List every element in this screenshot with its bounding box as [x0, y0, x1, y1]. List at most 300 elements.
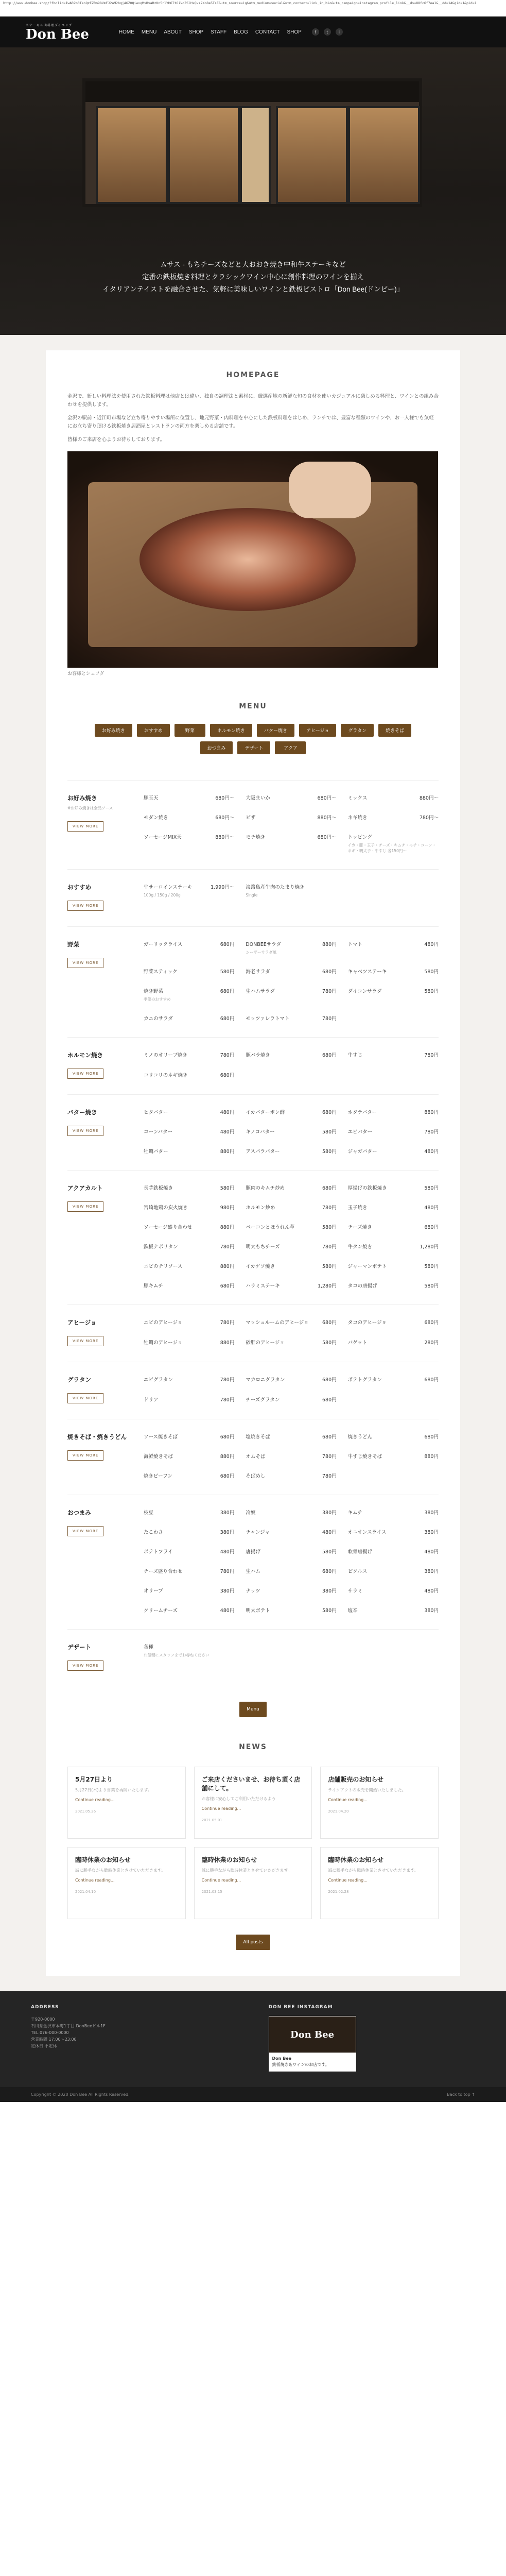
- menu-item-name: 生ハムサラダ: [246, 989, 275, 994]
- menu-item: [246, 940, 336, 955]
- menu-item-row: [348, 1243, 439, 1250]
- menu-item-name: ベーコンとほうれん草: [246, 1225, 295, 1230]
- category-button[interactable]: おすすめ: [137, 724, 170, 737]
- menu-item-name: イカバターポン酢: [246, 1110, 285, 1115]
- menu-item-row: [348, 940, 439, 947]
- footer-addr-5: 定休日 不定休: [31, 2044, 57, 2048]
- news-excerpt: 誠に勝手ながら臨時休業とさせていただきます。: [201, 1868, 292, 1873]
- menu-item: [348, 1587, 439, 1594]
- menu-item-row: [246, 1282, 336, 1289]
- menu-item-row: [144, 1147, 234, 1155]
- menu-items: [144, 1318, 439, 1346]
- menu-item: [246, 987, 336, 1002]
- menu-item-row: [348, 1147, 439, 1155]
- menu-item: [144, 1051, 234, 1059]
- news-title[interactable]: 臨時休業のお知らせ: [328, 1856, 383, 1863]
- menu-item-price: 780円: [322, 1244, 337, 1250]
- menu-item-price: 580円: [322, 1264, 337, 1269]
- menu-item-price: 880円: [424, 1110, 439, 1115]
- menu-item: [144, 1223, 234, 1230]
- fb-cover: Don Bee: [269, 2016, 356, 2053]
- twitter-icon[interactable]: t: [324, 28, 331, 36]
- menu-item-row: [246, 1528, 336, 1535]
- menu-item-price: 680円: [424, 1225, 439, 1230]
- menu-item-price: 480円: [220, 1608, 235, 1614]
- menu-item-row: [144, 1472, 234, 1479]
- menu-item-row: [348, 814, 439, 821]
- logo-tagline: ステーキ＆肉料理ダイニング: [26, 23, 73, 27]
- menu-item: [246, 1548, 336, 1555]
- menu-item: [348, 1014, 439, 1022]
- menu-item-name: エビグラタン: [144, 1377, 173, 1383]
- menu-item: [246, 1509, 336, 1516]
- menu-item-name: ソーセージMIX天: [144, 835, 182, 840]
- news-excerpt: 5月27日(木)より営業を再開いたします。: [75, 1788, 152, 1792]
- menu-item-name: 焼き野菜: [144, 989, 164, 994]
- menu-item-row: [348, 1184, 439, 1191]
- menu-item-row: [246, 1376, 336, 1383]
- menu-item: [144, 968, 234, 975]
- news-title[interactable]: 臨時休業のお知らせ: [75, 1856, 131, 1863]
- menu-item: [246, 1643, 336, 1671]
- menu-item-row: [348, 1204, 439, 1211]
- menu-item-name: 厚揚げの鉄板焼き: [347, 1185, 387, 1191]
- view-more-button[interactable]: VIEW MORE: [67, 1126, 103, 1136]
- menu-item-name: 冷奴: [246, 1510, 256, 1516]
- news-continue-link[interactable]: Continue reading...: [201, 1806, 241, 1811]
- menu-category-name: 焼きそば・焼きうどん: [67, 1433, 127, 1440]
- menu-item-row: [144, 940, 234, 947]
- menu-item-row: [144, 1108, 234, 1115]
- menu-item: [246, 1567, 336, 1574]
- menu-item-name: ポテトグラタン: [347, 1377, 382, 1383]
- menu-item-name: ポテトフライ: [144, 1549, 173, 1555]
- menu-item: [144, 1147, 234, 1155]
- menu-item: [144, 1282, 234, 1289]
- category-button[interactable]: アヒージョ: [299, 724, 336, 737]
- menu-item-price: 880円〜: [317, 815, 337, 821]
- menu-item-price: 780円: [322, 1454, 337, 1460]
- main: [0, 335, 506, 1991]
- intro-para-3: 皆様のご来店を心よりお待ちしております。: [67, 437, 165, 443]
- menu-item-row: [246, 814, 336, 821]
- menu-item: [246, 1376, 336, 1383]
- menu-item-name: 牡蠣のアヒージョ: [144, 1340, 183, 1346]
- menu-item: [144, 1184, 234, 1191]
- menu-item: [246, 1204, 336, 1211]
- menu-item-price: 680円: [220, 942, 235, 947]
- menu-item-row: [144, 1606, 234, 1614]
- menu-item-price: 680円: [322, 1320, 337, 1326]
- menu-item-price: 380円: [322, 1588, 337, 1594]
- view-more-button[interactable]: VIEW MORE: [67, 1393, 103, 1403]
- menu-item-name: バゲット: [347, 1340, 368, 1346]
- menu-item-price: 480円: [424, 1549, 439, 1555]
- menu-item-price: 680円: [424, 1434, 439, 1440]
- menu-category: [67, 869, 439, 926]
- menu-item-name: ネギ焼き: [347, 815, 368, 821]
- news-title[interactable]: 店舗販売のお知らせ: [328, 1776, 383, 1783]
- menu-item-name: ソース焼きそば: [144, 1434, 178, 1440]
- nav-blog[interactable]: BLOG: [234, 29, 248, 35]
- menu-item-row: [348, 987, 439, 994]
- menu-category: [67, 1094, 439, 1170]
- view-more-button[interactable]: VIEW MORE: [67, 1526, 103, 1536]
- menu-item-price: 880円: [220, 1149, 235, 1155]
- news-continue-link[interactable]: Continue reading...: [201, 1878, 241, 1883]
- menu-category-header: [67, 1643, 144, 1671]
- menu-item: [348, 1262, 439, 1269]
- category-button[interactable]: 野菜: [175, 724, 205, 737]
- menu-item-name: チャンジャ: [246, 1530, 270, 1535]
- menu-item-name: 砂肝のアヒージョ: [246, 1340, 285, 1346]
- footer-addr-3: TEL 076-000-0000: [31, 2030, 69, 2035]
- news-title[interactable]: ご来店くださいませ、お待ち頂く店舗にして。: [201, 1776, 301, 1792]
- news-card[interactable]: [320, 1767, 439, 1839]
- menu-item-price: 380円: [424, 1608, 439, 1614]
- news-date: 2021.04.20: [328, 1809, 349, 1814]
- menu-item-name: 明太ポテト: [246, 1608, 270, 1614]
- category-button[interactable]: お好み焼き: [95, 724, 132, 737]
- menu-item-name: アスパラバター: [246, 1149, 280, 1155]
- menu-category-name: グラタン: [67, 1376, 91, 1383]
- menu-item-name: 明太もちチーズ: [246, 1244, 280, 1250]
- menu-item-row: [144, 814, 234, 821]
- news-excerpt: 誠に勝手ながら臨時休業とさせていただきます。: [75, 1868, 166, 1873]
- menu-item: [144, 1548, 234, 1555]
- menu-item-price: 480円: [424, 1205, 439, 1211]
- menu-item-row: [348, 833, 439, 840]
- menu-item-row: [246, 1396, 336, 1403]
- footer-instagram-heading: DON BEE INSTAGRAM: [268, 2005, 333, 2010]
- menu-item-row: [246, 1243, 336, 1250]
- menu-item-name: ナッツ: [246, 1588, 260, 1594]
- menu-item: [144, 1643, 234, 1671]
- menu-category-name: ホルモン焼き: [67, 1052, 103, 1059]
- all-posts-button[interactable]: All posts: [236, 1935, 270, 1950]
- menu-item-price: 880円〜: [215, 835, 235, 840]
- menu-item-name: 各種: [144, 1645, 154, 1650]
- menu-item-price: 680円: [322, 1110, 337, 1115]
- menu-item-desc: 100g / 150g / 200g: [144, 893, 181, 897]
- menu-item-desc: シーザーサラダ風: [246, 950, 277, 955]
- menu-category-header: [67, 1184, 144, 1289]
- news-card[interactable]: [194, 1847, 312, 1919]
- menu-item-price: 980円: [220, 1205, 235, 1211]
- menu-item-row: [246, 1014, 336, 1022]
- news-continue-link[interactable]: Continue reading...: [75, 1798, 115, 1802]
- menu-item: [246, 1282, 336, 1289]
- news-continue-link[interactable]: Continue reading...: [328, 1798, 368, 1802]
- menu-item-price: 480円: [220, 1549, 235, 1555]
- menu-item: [144, 1528, 234, 1535]
- menu-item-price: 780円: [322, 989, 337, 994]
- facebook-icon[interactable]: f: [312, 28, 319, 36]
- facebook-widget[interactable]: [269, 2016, 356, 2072]
- logo[interactable]: [26, 23, 89, 42]
- menu-item: [246, 1051, 336, 1059]
- view-more-button[interactable]: VIEW MORE: [67, 1336, 103, 1346]
- menu-category-name: おつまみ: [67, 1509, 91, 1516]
- menu-item-price: 580円: [322, 1149, 337, 1155]
- menu-item-row: [246, 1262, 336, 1269]
- menu-item-name: モッツァレラトマト: [246, 1016, 290, 1022]
- nav-contact[interactable]: CONTACT: [255, 29, 280, 35]
- menu-item-price: 880円: [220, 1264, 235, 1269]
- menu-item-name: カニのサラダ: [144, 1016, 173, 1022]
- menu-category: [67, 1419, 439, 1495]
- footer-addr-4: 営業時間 17:00〜23:00: [31, 2037, 77, 2042]
- menu-item: [246, 1433, 336, 1440]
- menu-item-price: 580円: [424, 1264, 439, 1269]
- nav-staff[interactable]: STAFF: [211, 29, 227, 35]
- menu-item: [144, 1509, 234, 1516]
- menu-item-price: 580円: [322, 1608, 337, 1614]
- news-title[interactable]: 臨時休業のお知らせ: [201, 1856, 257, 1863]
- category-buttons: [88, 724, 418, 754]
- menu-item-row: [246, 1452, 336, 1460]
- menu-category: [67, 926, 439, 1037]
- menu-item: [144, 833, 234, 854]
- footer-address-heading: ADDRESS: [31, 2005, 59, 2010]
- menu-item-name: 牛すじ焼きそば: [347, 1454, 382, 1460]
- menu-item-name: 豚肉のキムチ炒め: [246, 1185, 285, 1191]
- menu-item-name: そばめし: [246, 1473, 266, 1479]
- intro: [67, 393, 439, 444]
- menu-item: [348, 1338, 439, 1346]
- menu-item: [246, 1396, 336, 1403]
- menu-item-row: [246, 940, 336, 947]
- menu-item-row: [246, 1567, 336, 1574]
- menu-item-name: 長芋鉄板焼き: [144, 1185, 173, 1191]
- menu-item-row: [246, 883, 336, 890]
- menu-item-row: [144, 1243, 234, 1250]
- menu-item-row: [348, 1606, 439, 1614]
- menu-category-header: [67, 1433, 144, 1479]
- menu-item: [144, 1433, 234, 1440]
- url-bar[interactable]: http://www.donbee.shop/?fbclid=IwAR2b0TanQzEZRm98VmFJ2aM2bqj4GZ0QiwvqMvBvaRzKn5rlYH6TtOiVoZSlHxQvz2Xo8a5TsE&utm_source=ig&utm_medium=social&utm_content=link_in_bio&utm_campaign=instagram_profile_link&__ds=88fc6f7ea1&__dd=1#&gid=1&pid=1: [0, 0, 506, 16]
- menu-item-price: 780円: [220, 1397, 235, 1403]
- photo-caption: お客様とシェフダ: [67, 671, 104, 676]
- menu-item-price: 780円: [322, 1205, 337, 1211]
- menu-item-row: [348, 1318, 439, 1326]
- menu-item: [144, 1338, 234, 1346]
- menu-button[interactable]: Menu: [239, 1702, 267, 1717]
- menu-item-name: トマト: [347, 942, 363, 947]
- menu-item-name: ガーリックライス: [144, 942, 183, 947]
- menu-item: [246, 1243, 336, 1250]
- menu-item: [348, 1528, 439, 1535]
- category-button[interactable]: アクア: [275, 741, 306, 754]
- instagram-icon[interactable]: i: [336, 28, 343, 36]
- menu-item-price: 380円: [424, 1569, 439, 1574]
- view-more-button[interactable]: VIEW MORE: [67, 958, 103, 968]
- menu-item-name: エビのアヒージョ: [144, 1320, 183, 1326]
- nav-shop-2[interactable]: SHOP: [287, 29, 302, 35]
- menu-item-price: 680円: [322, 1434, 337, 1440]
- menu-item-row: [144, 1433, 234, 1440]
- menu-item: [348, 987, 439, 1002]
- menu-item-row: [144, 1452, 234, 1460]
- menu-item-row: [144, 987, 234, 994]
- menu-category-header: [67, 1318, 144, 1346]
- menu-item-price: 780円: [220, 1320, 235, 1326]
- social-links: [312, 28, 343, 36]
- nav-home[interactable]: HOME: [118, 29, 134, 35]
- nav-about[interactable]: ABOUT: [164, 29, 182, 35]
- menu-item-price: 480円: [220, 1129, 235, 1135]
- menu-item: [144, 1204, 234, 1211]
- news-card[interactable]: [194, 1767, 312, 1839]
- menu-item-row: [246, 1051, 336, 1058]
- news-date: 2021.05.01: [201, 1818, 222, 1822]
- menu-item: [348, 1223, 439, 1230]
- menu-category: [67, 1629, 439, 1686]
- menu-item-row: [144, 1548, 234, 1555]
- menu-item-name: ミックス: [347, 795, 368, 801]
- category-button[interactable]: グラタン: [341, 724, 374, 737]
- menu-item-price: 880円: [424, 1454, 439, 1460]
- menu-category-name: アヒージョ: [67, 1319, 97, 1326]
- menu-item-name: マカロニグラタン: [246, 1377, 285, 1383]
- menu-item-price: 380円: [220, 1588, 235, 1594]
- view-more-button[interactable]: VIEW MORE: [67, 901, 103, 911]
- menu-item: [348, 1071, 439, 1079]
- menu-item-row: [348, 1528, 439, 1535]
- menu-item: [348, 833, 439, 854]
- news-card[interactable]: [67, 1767, 186, 1839]
- menu-item-price: 680円: [322, 1377, 337, 1383]
- menu-item-price: 380円: [220, 1510, 235, 1516]
- menu-item: [246, 1606, 336, 1614]
- menu-item: [348, 1147, 439, 1155]
- menu-item: [246, 814, 336, 821]
- menu-item: [246, 1318, 336, 1326]
- menu-items: [144, 883, 439, 911]
- menu-item: [144, 1396, 234, 1403]
- view-more-button[interactable]: VIEW MORE: [67, 1660, 103, 1671]
- nav-menu[interactable]: MENU: [141, 29, 157, 35]
- copyright: Copyright © 2020 Don Bee All Rights Reserved.: [31, 2092, 130, 2097]
- view-more-button[interactable]: VIEW MORE: [67, 821, 103, 832]
- menu-item-row: [144, 1184, 234, 1191]
- menu-item-name: コリコリのネギ焼き: [144, 1073, 188, 1078]
- menu-item-name: 豚玉天: [144, 795, 159, 801]
- menu-item-name: オリーブ: [144, 1588, 163, 1594]
- menu-item-price: 480円: [424, 942, 439, 947]
- menu-item-price: 580円: [220, 969, 235, 975]
- view-more-button[interactable]: VIEW MORE: [67, 1201, 103, 1212]
- menu-category: [67, 1495, 439, 1629]
- news-date: 2021.02.28: [328, 1890, 349, 1894]
- menu-item-row: [144, 1071, 234, 1078]
- menu-category-header: [67, 883, 144, 911]
- menu-item: [144, 940, 234, 955]
- menu-item-row: [144, 1282, 234, 1289]
- menu-item-price: 780円: [220, 1244, 235, 1250]
- view-more-button[interactable]: VIEW MORE: [67, 1450, 103, 1461]
- menu-item-name: 焼きうどん: [347, 1434, 373, 1440]
- menu-item-desc: お気軽にスタッフまでお尋ねください: [144, 1653, 210, 1657]
- menu-category-header: [67, 1509, 144, 1614]
- menu-category: [67, 1037, 439, 1094]
- menu-item-row: [246, 1318, 336, 1326]
- menu-item-price: 680円: [220, 989, 235, 994]
- menu-item-row: [144, 833, 234, 840]
- news-title[interactable]: 5月27日より: [75, 1776, 113, 1783]
- menu-item: [348, 814, 439, 821]
- news-excerpt: 誠に勝手ながら臨時休業とさせていただきます。: [328, 1868, 418, 1873]
- menu-item-name: 海老サラダ: [246, 969, 270, 975]
- menu-item-name: ピクルス: [347, 1569, 368, 1574]
- category-button[interactable]: ホルモン焼き: [210, 724, 252, 737]
- menu-item-name: 枝豆: [144, 1510, 154, 1516]
- menu-item-price: 480円: [220, 1110, 235, 1115]
- menu-item-name: クリームチーズ: [144, 1608, 178, 1614]
- menu-item: [348, 1282, 439, 1289]
- logo-name: Don Bee: [26, 26, 89, 42]
- menu-item-name: 焼きビーフン: [144, 1473, 172, 1479]
- menu-item-name: ホルモン炒め: [246, 1205, 275, 1211]
- view-more-button[interactable]: VIEW MORE: [67, 1069, 103, 1079]
- category-button[interactable]: バター焼き: [257, 724, 294, 737]
- menu-item-row: [348, 1509, 439, 1516]
- menu-item-row: [246, 794, 336, 801]
- news-card[interactable]: [67, 1847, 186, 1919]
- menu-item-price: 580円: [424, 969, 439, 975]
- back-to-top[interactable]: Back to top ↑: [447, 2092, 475, 2097]
- menu-item-row: [246, 987, 336, 994]
- menu-item-price: 680円: [220, 1434, 235, 1440]
- intro-para-1: 金沢で、新しい料理法を使用された鉄板料理は他店とは違い、独自の調理法と素材に、厳選産地の新鮮な旬の食材を使いカジュアルに楽しめる料理と、ワインとの組み合わせを提供します。: [67, 394, 439, 408]
- category-button[interactable]: おつまみ: [200, 741, 233, 754]
- menu-item: [144, 1071, 234, 1079]
- menu-item-name: 塩焼きそば: [246, 1434, 270, 1440]
- menu-item-price: 1,280円: [420, 1244, 439, 1250]
- menu-item-row: [246, 833, 336, 840]
- category-button[interactable]: 焼きそば: [378, 724, 411, 737]
- menu-item-row: [144, 1223, 234, 1230]
- menu-item-name: 宮崎地鶏の炭火焼き: [144, 1205, 188, 1211]
- menu-item-price: 680円: [424, 1377, 439, 1383]
- menu-item: [246, 1528, 336, 1535]
- news-grid: [67, 1767, 439, 1919]
- menu-category-header: [67, 794, 144, 854]
- menu-item: [144, 1128, 234, 1135]
- news-card[interactable]: [320, 1847, 439, 1919]
- menu-category: [67, 1304, 439, 1362]
- menu-item-name: DONBEEサラダ: [246, 942, 282, 947]
- menu-item-row: [144, 1262, 234, 1269]
- menu-item-name: ジャーマンポテト: [347, 1264, 387, 1269]
- nav-shop[interactable]: SHOP: [188, 29, 204, 35]
- menu-item-row: [348, 1051, 439, 1058]
- menu-item: [144, 1376, 234, 1383]
- menu-item-row: [246, 1548, 336, 1555]
- menu-item-price: 480円: [424, 1149, 439, 1155]
- menu-item: [246, 1338, 336, 1346]
- menu-item: [246, 1223, 336, 1230]
- menu-item: [246, 1472, 336, 1479]
- category-button[interactable]: デザート: [237, 741, 270, 754]
- menu-item-row: [144, 1396, 234, 1403]
- menu-item-row: [348, 1223, 439, 1230]
- menu-item-row: [246, 1108, 336, 1115]
- menu-item-price: 280円: [424, 1340, 439, 1346]
- menu-item-row: [144, 1643, 234, 1650]
- news-continue-link[interactable]: Continue reading...: [75, 1878, 115, 1883]
- news-continue-link[interactable]: Continue reading...: [328, 1878, 368, 1883]
